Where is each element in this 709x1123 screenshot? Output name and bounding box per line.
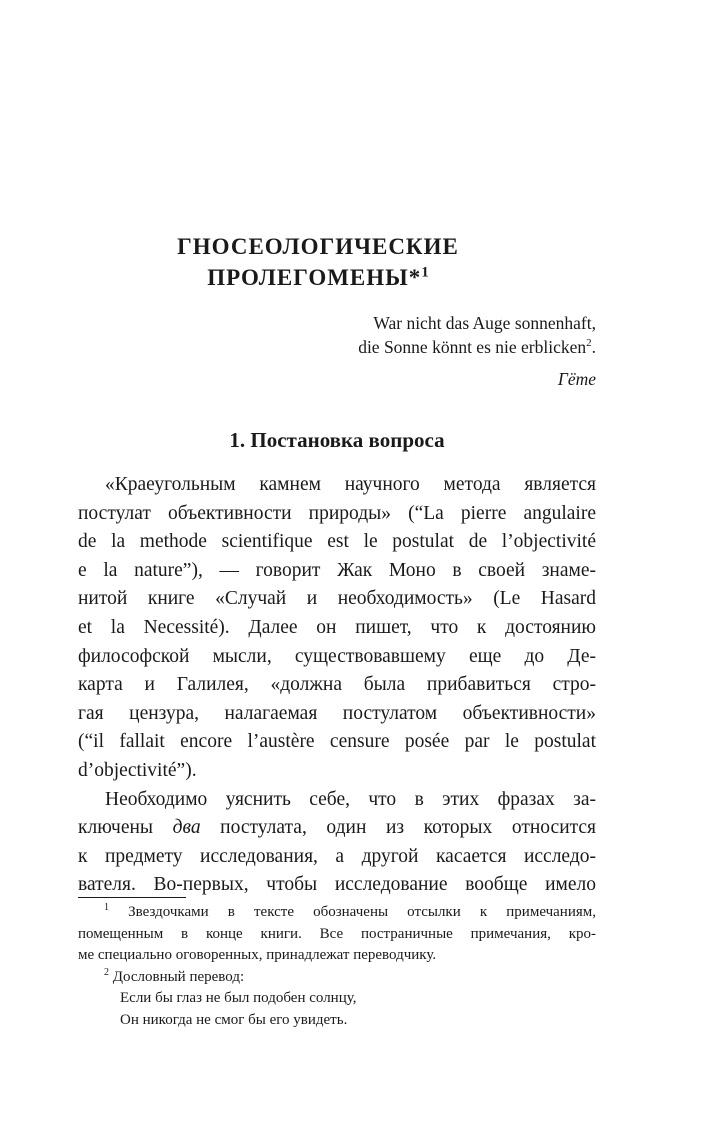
chapter-title-text: ПРОЛЕГОМЕНЫ* [207, 265, 422, 290]
body-line: гая цензура, налагаемая постулатом объективности» [78, 702, 596, 724]
body-line: философской мысли, существовавшему еще до Де- [78, 645, 596, 667]
epigraph-footnote-mark: 2 [586, 337, 592, 350]
body-emphasis: два [172, 817, 201, 839]
body-line: вателя. Во-первых, чтобы исследование вообще имело [78, 874, 596, 896]
body-line: карта и Галилея, «должна была прибавиться стро- [78, 674, 596, 696]
chapter-title-line-1: ГНОСЕОЛОГИЧЕСКИЕ [177, 234, 459, 259]
footnote-1-line: ме специально оговоренных, принадлежат переводчику. [78, 947, 437, 963]
footnote-2-mark: 2 [104, 966, 109, 978]
book-page [78, 0, 596, 1123]
body-line: к предмету исследования, а другой касается исследо- [78, 845, 596, 867]
footnote-2-line [78, 967, 596, 989]
body-text [78, 471, 596, 900]
chapter-title-footnote-mark: 1 [421, 264, 429, 281]
epigraph-verse-2-text: die Sonne könnt es nie erblicken [358, 337, 587, 357]
footnote-2-label: Дословный перевод: [112, 968, 245, 985]
footnote-2-verse-1: Если бы глаз не был подобен солнцу, [120, 990, 357, 1006]
footnote-1-mark: 1 [104, 902, 109, 913]
body-line: d’objectivité”). [78, 759, 197, 781]
epigraph [358, 311, 596, 359]
body-line: нитой книге «Случай и необходимость» (Le Hasard [78, 588, 596, 610]
body-line: постулат объективности природы» (“La pierre angulaire [78, 502, 596, 524]
footnote-1-line: помещенным в конце книги. Все постраничные примечания, кро- [78, 925, 596, 942]
footnote-1-line [78, 902, 596, 924]
footnotes [78, 902, 596, 1031]
chapter-title-line-2 [78, 262, 558, 293]
epigraph-author: Гёте [557, 369, 596, 389]
body-line: «Краеугольным камнем научного метода является [105, 474, 596, 495]
body-line: (“il fallait encore l’austère censure posée par le postulat [78, 731, 596, 753]
body-line: de la methode scientifique est le postulat de l’objectivité [78, 531, 596, 553]
body-text-run: ключены [78, 817, 173, 839]
epigraph-verse-2-end: . [591, 337, 596, 357]
footnote-2-verse-2: Он никогда не смог бы его увидеть. [120, 1011, 348, 1028]
section-heading: 1. Постановка вопроса [229, 428, 445, 452]
body-line: Необходимо уяснить себе, что в этих фразах за- [105, 788, 596, 810]
epigraph-verse-1: War nicht das Auge sonnenhaft, [373, 313, 596, 333]
footnote-1-text: Звездочками в тексте обозначены отсылки к примечаниям, [128, 904, 597, 920]
body-text-run: постулата, один из которых относится [200, 817, 597, 839]
body-line-with-emphasis [78, 814, 596, 843]
epigraph-verse-2 [358, 335, 596, 359]
footnote-divider [78, 897, 186, 898]
body-line: et la Necessité). Далее он пишет, что к достоянию [78, 616, 596, 638]
body-line: e la nature”), — говорит Жак Моно в своей знаме- [78, 559, 596, 581]
chapter-title [78, 231, 558, 293]
